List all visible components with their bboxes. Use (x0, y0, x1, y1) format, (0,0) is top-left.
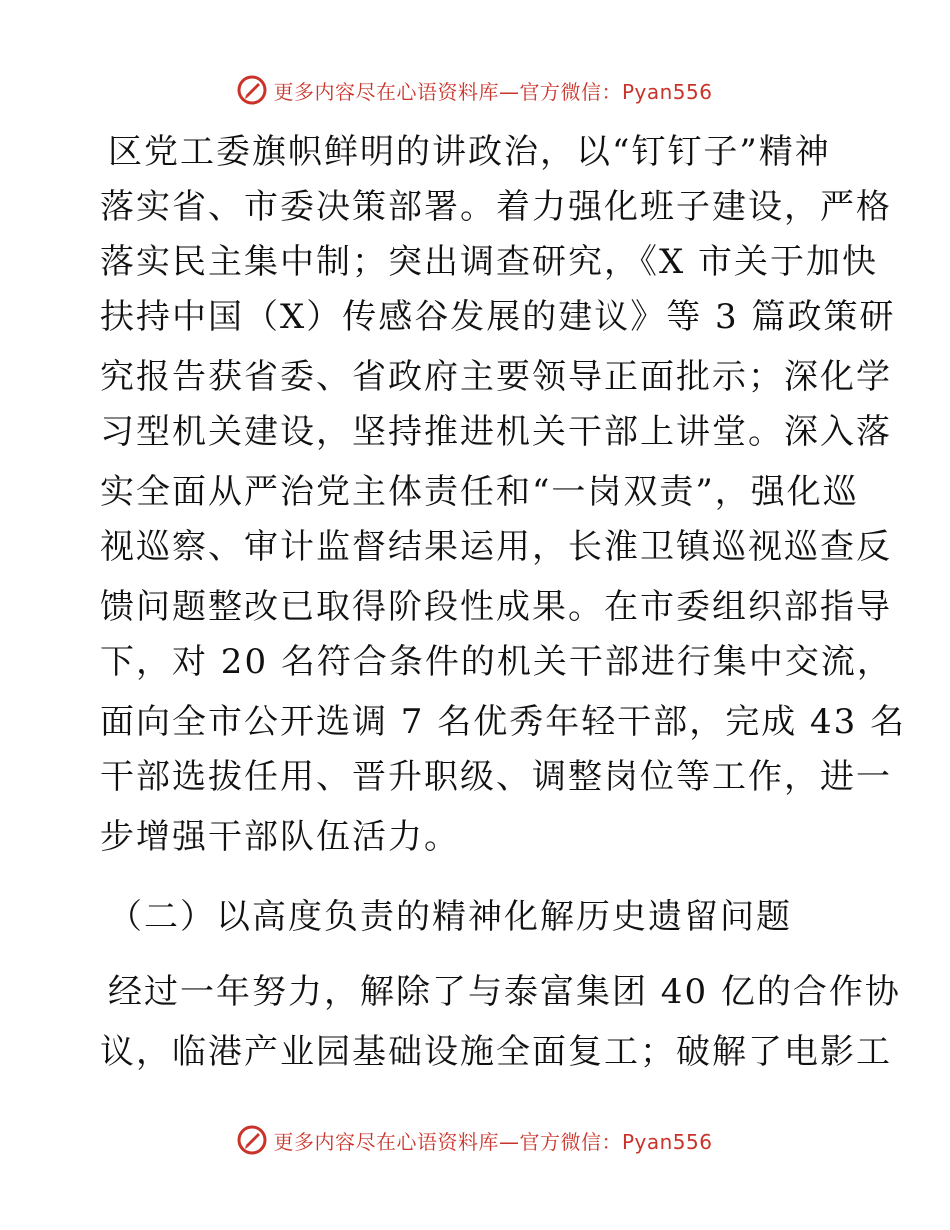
text-line: 落实民主集中制；突出调查研究，《X 市关于加快 (100, 242, 879, 282)
watermark-logo-icon (237, 1125, 267, 1155)
text-line: 经过一年努力，解除了与泰富集团 40 亿的合作协 (108, 972, 901, 1012)
text-line: 区党工委旗帜鲜明的讲政治，以“钉钉子”精神 (108, 132, 831, 172)
text-line: 究报告获省委、省政府主要领导正面批示；深化学 (100, 357, 892, 397)
text-line: 实全面从严治党主体责任和“一岗双责”，强化巡 (100, 472, 859, 512)
text-line: 步增强干部队伍活力。 (100, 817, 460, 857)
text-line: 扶持中国（X）传感谷发展的建议》等 3 篇政策研 (100, 297, 896, 337)
text-line: 面向全市公开选调 7 名优秀年轻干部，完成 43 名 (100, 702, 907, 742)
text-line: 下，对 20 名符合条件的机关干部进行集中交流， (100, 642, 893, 682)
footer-watermark-text: 更多内容尽在心语资料库—官方微信：Pyan556 (273, 1129, 713, 1154)
header-watermark (0, 70, 950, 110)
header-watermark-text: 更多内容尽在心语资料库—官方微信：Pyan556 (273, 79, 713, 104)
text-line: 落实省、市委决策部署。着力强化班子建设，严格 (100, 187, 892, 227)
footer-watermark (0, 1120, 950, 1160)
text-line: 干部选拔任用、晋升职级、调整岗位等工作，进一 (100, 757, 892, 797)
section-heading: （二）以高度负责的精神化解历史遗留问题 (108, 897, 792, 937)
text-line: 习型机关建设，坚持推进机关干部上讲堂。深入落 (100, 412, 892, 452)
text-line: 视巡察、审计监督结果运用，长淮卫镇巡视巡查反 (100, 527, 892, 567)
watermark-logo-icon (237, 75, 267, 105)
text-line: 议，临港产业园基础设施全面复工；破解了电影工 (100, 1032, 892, 1072)
text-line: 馈问题整改已取得阶段性成果。在市委组织部指导 (100, 587, 892, 627)
